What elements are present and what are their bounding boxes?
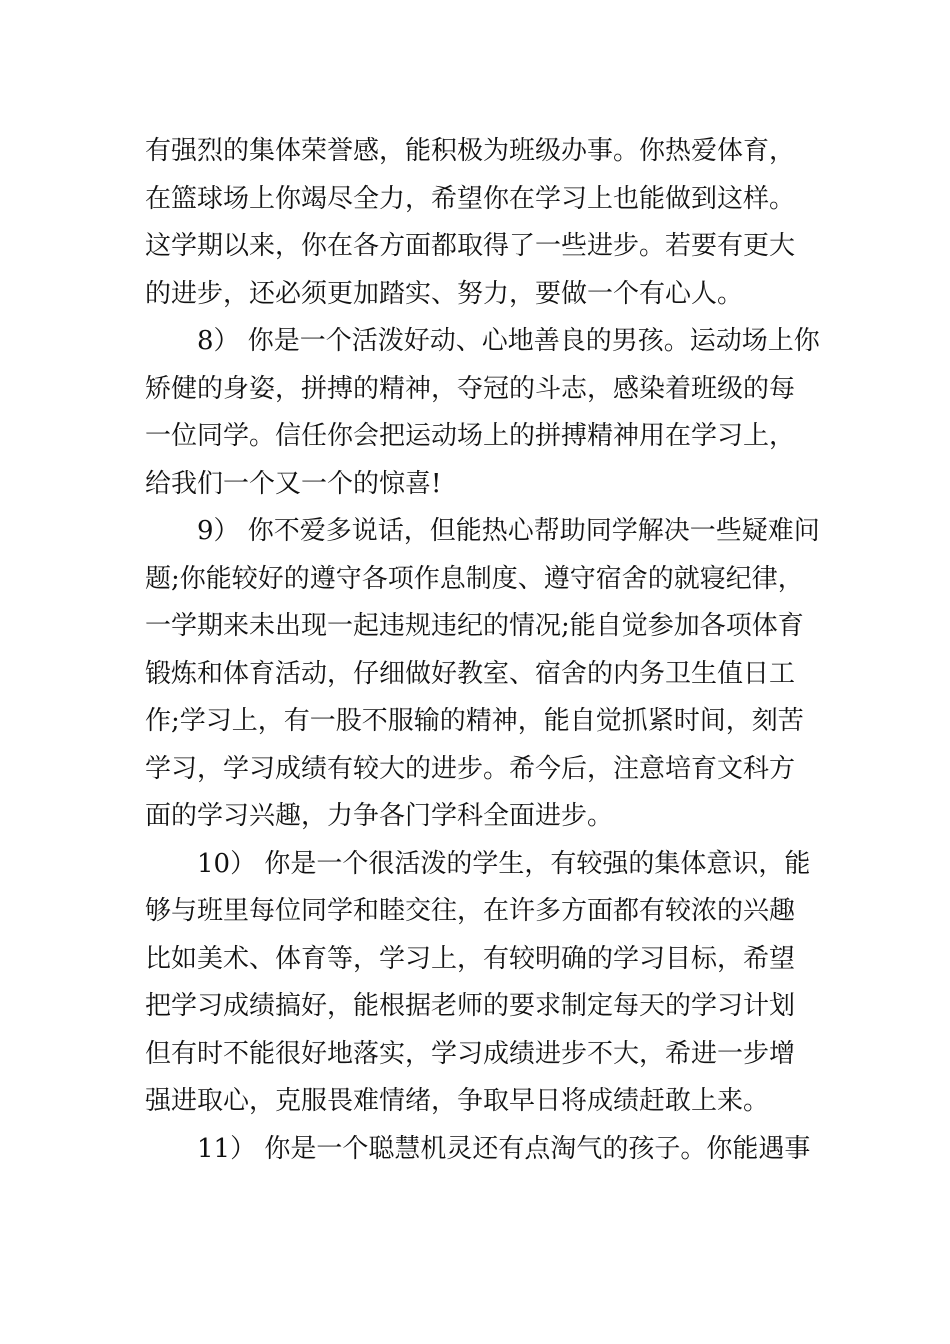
text-line: 题;你能较好的遵守各项作息制度、遵守宿舍的就寝纪律， — [145, 563, 804, 594]
text-line: 矫健的身姿，拼搏的精神，夺冠的斗志，感染着班级的每 — [145, 373, 796, 404]
paragraph-8 — [145, 318, 820, 508]
text-line: 强进取心，克服畏难情绪，争取早日将成绩赶敢上来。 — [145, 1086, 770, 1116]
text-line: 比如美术、体育等，学习上，有较明确的学习目标，希望 — [145, 943, 796, 974]
text-line: 学习，学习成绩有较大的进步。希今后，注意培育文科方 — [145, 753, 796, 784]
paragraph-10 — [145, 841, 810, 1126]
paragraph-11 — [145, 1126, 810, 1174]
text-line: 够与班里每位同学和睦交往，在许多方面都有较浓的兴趣 — [145, 896, 796, 926]
text-line: 在篮球场上你竭尽全力，希望你在学习上也能做到这样。 — [145, 183, 796, 214]
text-line: 8） 你是一个活泼好动、心地善良的男孩。运动场上你 — [145, 326, 820, 356]
document-body — [145, 128, 820, 1173]
text-line: 给我们一个又一个的惊喜! — [145, 468, 442, 499]
text-line: 作;学习上，有一股不服输的精神，能自觉抓紧时间，刻苦 — [145, 706, 804, 736]
paragraph-9 — [145, 508, 820, 841]
text-line: 这学期以来，你在各方面都取得了一些进步。若要有更大 — [145, 231, 796, 261]
text-line: 一学期来未出现一起违规违纪的情况;能自觉参加各项体育 — [145, 611, 804, 641]
text-line: 一位同学。信任你会把运动场上的拼搏精神用在学习上， — [145, 421, 796, 451]
text-line: 锻炼和体育活动，仔细做好教室、宿舍的内务卫生值日工 — [145, 658, 796, 689]
text-line: 9） 你不爱多说话，但能热心帮助同学解决一些疑难问 — [145, 516, 820, 546]
text-line: 面的学习兴趣，力争各门学科全面进步。 — [145, 801, 614, 831]
text-line: 11） 你是一个聪慧机灵还有点淘气的孩子。你能遇事 — [145, 1133, 811, 1164]
text-line: 但有时不能很好地落实，学习成绩进步不大，希进一步增 — [145, 1038, 796, 1069]
text-line: 有强烈的集体荣誉感，能积极为班级办事。你热爱体育， — [145, 136, 796, 166]
text-line: 的进步，还必须更加踏实、努力，要做一个有心人。 — [145, 278, 744, 309]
text-line: 把学习成绩搞好，能根据老师的要求制定每天的学习计划 — [145, 991, 796, 1021]
paragraph-7-continuation — [145, 128, 810, 318]
text-line: 10） 你是一个很活泼的学生，有较强的集体意识，能 — [145, 848, 811, 879]
